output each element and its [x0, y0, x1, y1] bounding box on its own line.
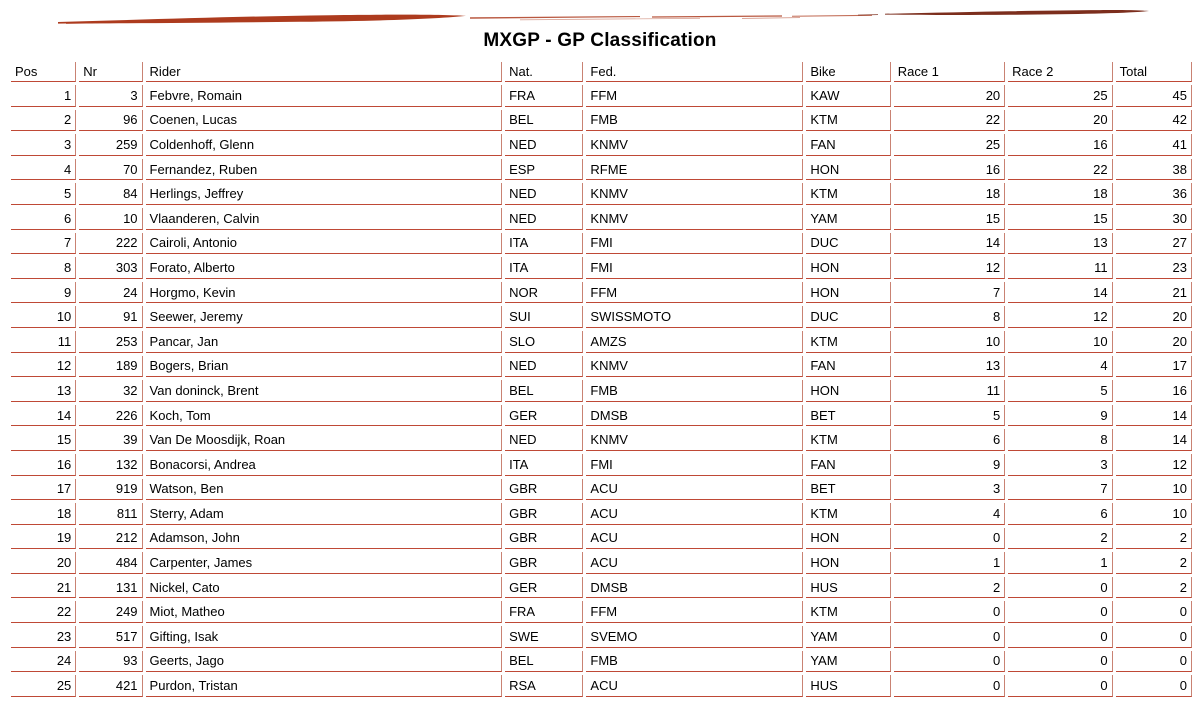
cell: 3 — [79, 85, 142, 107]
table-row — [11, 552, 1192, 574]
cell: DMSB — [586, 577, 803, 599]
cell: HON — [806, 552, 890, 574]
cell: GBR — [505, 479, 583, 501]
cell: RFME — [586, 159, 803, 181]
cell: 7 — [894, 282, 1005, 304]
cell: 93 — [79, 651, 142, 673]
cell: HON — [806, 257, 890, 279]
cell: SWE — [505, 626, 583, 648]
cell: 1 — [894, 552, 1005, 574]
cell: 0 — [1116, 651, 1192, 673]
cell: ITA — [505, 233, 583, 255]
cell: 0 — [1008, 626, 1112, 648]
cell: YAM — [806, 651, 890, 673]
table-row — [11, 331, 1192, 353]
cell: KTM — [806, 503, 890, 525]
cell: HUS — [806, 675, 890, 697]
cell: 15 — [11, 429, 76, 451]
cell: RSA — [505, 675, 583, 697]
cell: 24 — [79, 282, 142, 304]
table-row — [11, 601, 1192, 623]
cell: 132 — [79, 454, 142, 476]
cell: 17 — [1116, 356, 1192, 378]
cell: Bonacorsi, Andrea — [146, 454, 503, 476]
cell: Coenen, Lucas — [146, 110, 503, 132]
cell: 0 — [1116, 675, 1192, 697]
cell: 20 — [894, 85, 1005, 107]
cell: DUC — [806, 306, 890, 328]
cell: ITA — [505, 454, 583, 476]
cell: 0 — [894, 675, 1005, 697]
cell: BET — [806, 479, 890, 501]
table-row — [11, 159, 1192, 181]
cell: 259 — [79, 134, 142, 156]
cell: 189 — [79, 356, 142, 378]
cell: 25 — [11, 675, 76, 697]
cell: 226 — [79, 405, 142, 427]
cell: 84 — [79, 183, 142, 205]
cell: ACU — [586, 479, 803, 501]
cell: 20 — [1116, 331, 1192, 353]
cell: 0 — [894, 528, 1005, 550]
cell: 14 — [894, 233, 1005, 255]
cell: 13 — [11, 380, 76, 402]
cell: 0 — [894, 651, 1005, 673]
cell: 42 — [1116, 110, 1192, 132]
cell: 5 — [1008, 380, 1112, 402]
table-row — [11, 651, 1192, 673]
cell: FFM — [586, 282, 803, 304]
cell: KNMV — [586, 208, 803, 230]
cell: Geerts, Jago — [146, 651, 503, 673]
column-header-nr: Nr — [79, 62, 142, 82]
cell: 45 — [1116, 85, 1192, 107]
cell: FFM — [586, 85, 803, 107]
classification-table-container — [8, 59, 1195, 700]
cell: 12 — [894, 257, 1005, 279]
cell: 15 — [894, 208, 1005, 230]
cell: 10 — [1116, 479, 1192, 501]
cell: 0 — [1116, 601, 1192, 623]
cell: KTM — [806, 331, 890, 353]
table-row — [11, 306, 1192, 328]
cell: 2 — [1116, 552, 1192, 574]
cell: FRA — [505, 85, 583, 107]
cell: 13 — [894, 356, 1005, 378]
cell: 91 — [79, 306, 142, 328]
cell: FAN — [806, 356, 890, 378]
cell: 18 — [11, 503, 76, 525]
cell: YAM — [806, 208, 890, 230]
cell: 12 — [1008, 306, 1112, 328]
cell: 16 — [1116, 380, 1192, 402]
table-row — [11, 380, 1192, 402]
column-header-total: Total — [1116, 62, 1192, 82]
cell: 10 — [1008, 331, 1112, 353]
cell: 8 — [11, 257, 76, 279]
cell: 10 — [11, 306, 76, 328]
cell: ESP — [505, 159, 583, 181]
cell: ACU — [586, 528, 803, 550]
cell: DMSB — [586, 405, 803, 427]
column-header-fed: Fed. — [586, 62, 803, 82]
cell: 16 — [11, 454, 76, 476]
cell: Vlaanderen, Calvin — [146, 208, 503, 230]
cell: 0 — [1008, 577, 1112, 599]
cell: 10 — [894, 331, 1005, 353]
cell: ACU — [586, 675, 803, 697]
cell: 10 — [1116, 503, 1192, 525]
cell: FAN — [806, 134, 890, 156]
cell: 15 — [1008, 208, 1112, 230]
cell: KNMV — [586, 429, 803, 451]
cell: Bogers, Brian — [146, 356, 503, 378]
cell: FMB — [586, 651, 803, 673]
cell: BET — [806, 405, 890, 427]
cell: 8 — [894, 306, 1005, 328]
cell: FMB — [586, 110, 803, 132]
cell: 25 — [1008, 85, 1112, 107]
cell: FMI — [586, 257, 803, 279]
cell: 16 — [894, 159, 1005, 181]
cell: 253 — [79, 331, 142, 353]
cell: Purdon, Tristan — [146, 675, 503, 697]
classification-table — [8, 59, 1195, 700]
cell: 12 — [1116, 454, 1192, 476]
cell: 14 — [1116, 429, 1192, 451]
table-row — [11, 528, 1192, 550]
cell: 0 — [1008, 651, 1112, 673]
cell: 21 — [1116, 282, 1192, 304]
cell: HON — [806, 282, 890, 304]
table-row — [11, 675, 1192, 697]
cell: 212 — [79, 528, 142, 550]
cell: 19 — [11, 528, 76, 550]
cell: 21 — [11, 577, 76, 599]
table-row — [11, 85, 1192, 107]
cell: 0 — [1008, 601, 1112, 623]
cell: 39 — [79, 429, 142, 451]
cell: 14 — [1116, 405, 1192, 427]
cell: Miot, Matheo — [146, 601, 503, 623]
cell: GER — [505, 577, 583, 599]
column-header-nat: Nat. — [505, 62, 583, 82]
cell: Horgmo, Kevin — [146, 282, 503, 304]
cell: GBR — [505, 552, 583, 574]
table-row — [11, 183, 1192, 205]
cell: 249 — [79, 601, 142, 623]
cell: 4 — [11, 159, 76, 181]
cell: 38 — [1116, 159, 1192, 181]
cell: 23 — [11, 626, 76, 648]
table-row — [11, 479, 1192, 501]
cell: 18 — [894, 183, 1005, 205]
cell: KTM — [806, 429, 890, 451]
cell: 303 — [79, 257, 142, 279]
cell: ACU — [586, 503, 803, 525]
cell: 517 — [79, 626, 142, 648]
cell: 6 — [1008, 503, 1112, 525]
cell: 6 — [11, 208, 76, 230]
cell: 20 — [1116, 306, 1192, 328]
cell: Sterry, Adam — [146, 503, 503, 525]
cell: Gifting, Isak — [146, 626, 503, 648]
cell: FFM — [586, 601, 803, 623]
cell: 421 — [79, 675, 142, 697]
cell: 10 — [79, 208, 142, 230]
table-row — [11, 454, 1192, 476]
column-header-pos: Pos — [11, 62, 76, 82]
cell: 811 — [79, 503, 142, 525]
cell: ITA — [505, 257, 583, 279]
table-row — [11, 405, 1192, 427]
cell: 7 — [11, 233, 76, 255]
cell: 0 — [894, 626, 1005, 648]
cell: 41 — [1116, 134, 1192, 156]
cell: 14 — [1008, 282, 1112, 304]
cell: GBR — [505, 503, 583, 525]
cell: HON — [806, 159, 890, 181]
cell: KNMV — [586, 134, 803, 156]
cell: 25 — [894, 134, 1005, 156]
cell: 9 — [894, 454, 1005, 476]
cell: 30 — [1116, 208, 1192, 230]
cell: ACU — [586, 552, 803, 574]
cell: GER — [505, 405, 583, 427]
cell: NED — [505, 183, 583, 205]
table-row — [11, 208, 1192, 230]
table-row — [11, 233, 1192, 255]
cell: FMI — [586, 233, 803, 255]
table-row — [11, 626, 1192, 648]
cell: 6 — [894, 429, 1005, 451]
cell: SUI — [505, 306, 583, 328]
cell: 2 — [1116, 528, 1192, 550]
cell: 7 — [1008, 479, 1112, 501]
cell: Coldenhoff, Glenn — [146, 134, 503, 156]
cell: 131 — [79, 577, 142, 599]
cell: 32 — [79, 380, 142, 402]
cell: 2 — [1008, 528, 1112, 550]
cell: Febvre, Romain — [146, 85, 503, 107]
cell: 27 — [1116, 233, 1192, 255]
cell: Fernandez, Ruben — [146, 159, 503, 181]
cell: 484 — [79, 552, 142, 574]
column-header-rider: Rider — [146, 62, 503, 82]
header-row — [11, 62, 1192, 82]
cell: 2 — [894, 577, 1005, 599]
cell: BEL — [505, 380, 583, 402]
table-row — [11, 134, 1192, 156]
cell: 70 — [79, 159, 142, 181]
cell: 0 — [1008, 675, 1112, 697]
cell: 20 — [11, 552, 76, 574]
cell: 22 — [894, 110, 1005, 132]
cell: 3 — [1008, 454, 1112, 476]
table-row — [11, 577, 1192, 599]
cell: 20 — [1008, 110, 1112, 132]
cell: HON — [806, 528, 890, 550]
table-body — [11, 85, 1192, 697]
cell: YAM — [806, 626, 890, 648]
cell: 222 — [79, 233, 142, 255]
cell: Adamson, John — [146, 528, 503, 550]
cell: Cairoli, Antonio — [146, 233, 503, 255]
cell: 1 — [11, 85, 76, 107]
cell: Herlings, Jeffrey — [146, 183, 503, 205]
cell: 2 — [11, 110, 76, 132]
cell: 9 — [11, 282, 76, 304]
cell: 13 — [1008, 233, 1112, 255]
column-header-race2: Race 2 — [1008, 62, 1112, 82]
cell: 22 — [1008, 159, 1112, 181]
cell: Watson, Ben — [146, 479, 503, 501]
table-row — [11, 257, 1192, 279]
cell: 23 — [1116, 257, 1192, 279]
table-row — [11, 110, 1192, 132]
cell: NOR — [505, 282, 583, 304]
cell: Nickel, Cato — [146, 577, 503, 599]
cell: 1 — [1008, 552, 1112, 574]
cell: Van De Moosdijk, Roan — [146, 429, 503, 451]
cell: KNMV — [586, 183, 803, 205]
cell: 11 — [11, 331, 76, 353]
cell: 3 — [11, 134, 76, 156]
cell: 36 — [1116, 183, 1192, 205]
cell: 9 — [1008, 405, 1112, 427]
cell: 22 — [11, 601, 76, 623]
table-row — [11, 282, 1192, 304]
cell: FRA — [505, 601, 583, 623]
cell: BEL — [505, 110, 583, 132]
cell: SLO — [505, 331, 583, 353]
table-row — [11, 356, 1192, 378]
cell: NED — [505, 134, 583, 156]
cell: KNMV — [586, 356, 803, 378]
cell: SVEMO — [586, 626, 803, 648]
cell: FMI — [586, 454, 803, 476]
cell: FMB — [586, 380, 803, 402]
cell: HUS — [806, 577, 890, 599]
cell: 3 — [894, 479, 1005, 501]
cell: HON — [806, 380, 890, 402]
cell: 5 — [11, 183, 76, 205]
cell: NED — [505, 356, 583, 378]
cell: 8 — [1008, 429, 1112, 451]
cell: Forato, Alberto — [146, 257, 503, 279]
cell: 2 — [1116, 577, 1192, 599]
cell: 96 — [79, 110, 142, 132]
cell: 16 — [1008, 134, 1112, 156]
cell: DUC — [806, 233, 890, 255]
cell: Pancar, Jan — [146, 331, 503, 353]
cell: NED — [505, 208, 583, 230]
cell: 18 — [1008, 183, 1112, 205]
cell: 5 — [894, 405, 1005, 427]
cell: Van doninck, Brent — [146, 380, 503, 402]
column-header-race1: Race 1 — [894, 62, 1005, 82]
cell: GBR — [505, 528, 583, 550]
cell: 919 — [79, 479, 142, 501]
page-title: MXGP - GP Classification — [483, 30, 717, 51]
cell: 12 — [11, 356, 76, 378]
cell: KTM — [806, 110, 890, 132]
cell: FAN — [806, 454, 890, 476]
cell: 4 — [894, 503, 1005, 525]
cell: 0 — [1116, 626, 1192, 648]
cell: Carpenter, James — [146, 552, 503, 574]
cell: NED — [505, 429, 583, 451]
cell: 11 — [1008, 257, 1112, 279]
table-header-row — [11, 62, 1192, 82]
cell: SWISSMOTO — [586, 306, 803, 328]
table-row — [11, 429, 1192, 451]
cell: 14 — [11, 405, 76, 427]
table-row — [11, 503, 1192, 525]
cell: BEL — [505, 651, 583, 673]
cell: KTM — [806, 183, 890, 205]
cell: 24 — [11, 651, 76, 673]
cell: Koch, Tom — [146, 405, 503, 427]
cell: 17 — [11, 479, 76, 501]
cell: 0 — [894, 601, 1005, 623]
cell: KAW — [806, 85, 890, 107]
column-header-bike: Bike — [806, 62, 890, 82]
cell: 11 — [894, 380, 1005, 402]
cell: 4 — [1008, 356, 1112, 378]
cell: KTM — [806, 601, 890, 623]
cell: AMZS — [586, 331, 803, 353]
cell: Seewer, Jeremy — [146, 306, 503, 328]
